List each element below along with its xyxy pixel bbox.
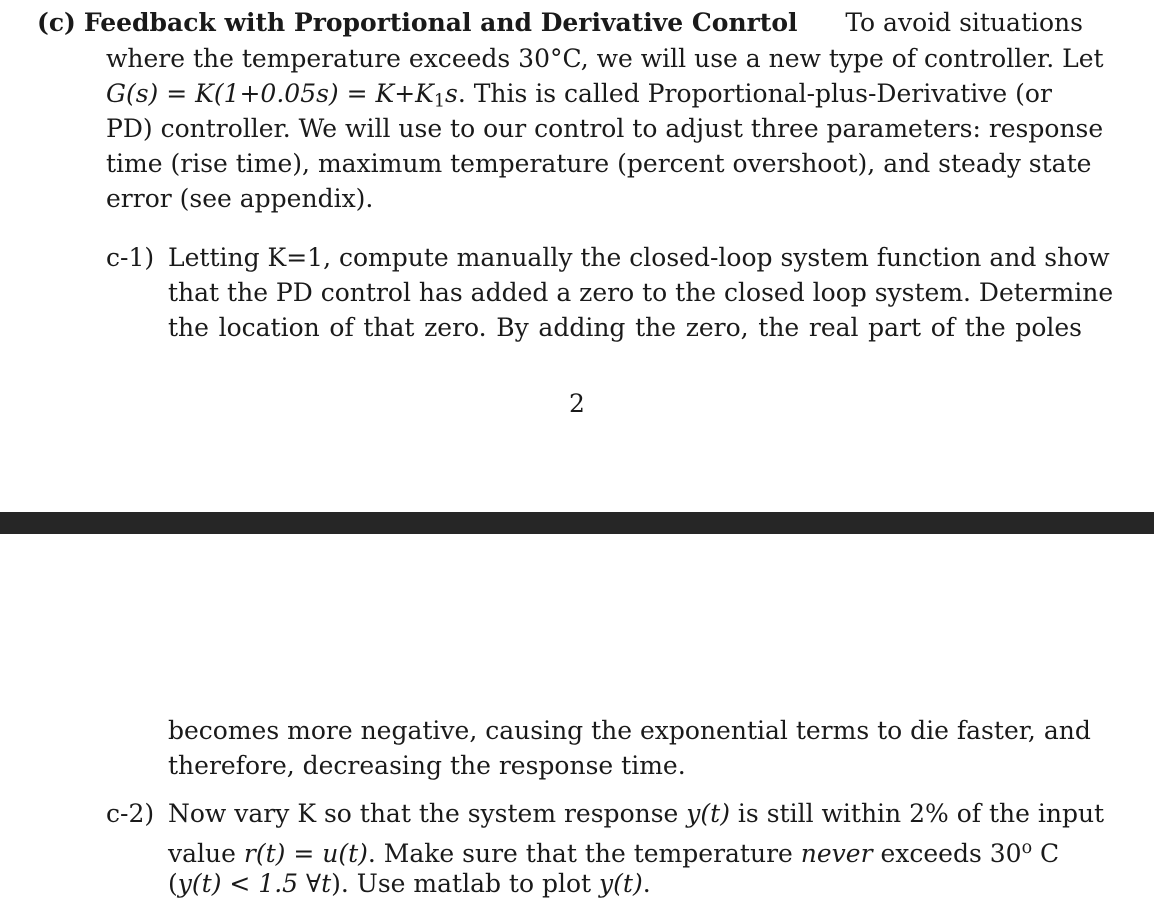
item-c1-line1: Letting K=1, compute manually the closed-loop system function and show xyxy=(168,243,1110,272)
input-formula: r(t) = u(t) xyxy=(243,838,368,868)
section-c-text-line3 xyxy=(106,76,1082,111)
item-c2-line1-text-b: is still within 2% of the input xyxy=(729,799,1105,828)
item-c2-line2-text-a: value xyxy=(168,838,244,868)
item-c1-label: c-1) xyxy=(106,243,155,272)
section-c-heading-line xyxy=(37,5,1083,40)
section-c-text-line6: error (see appendix). xyxy=(106,184,374,213)
item-c1-line4: becomes more negative, causing the exponential terms to die faster, and xyxy=(168,716,1091,745)
item-c1-line2: that the PD control has added a zero to the closed loop system. Determine xyxy=(168,278,1114,307)
page-break-divider xyxy=(0,512,1154,534)
formula-subscript: 1 xyxy=(433,91,445,112)
section-c-text-line2: where the temperature exceeds 30°C, we will use a new type of controller. Let xyxy=(106,44,1104,73)
section-label: (c) xyxy=(37,8,76,37)
item-c1-line3: the location of that zero. By adding the zero, the real part of the poles xyxy=(168,313,1082,342)
formula-variable: s xyxy=(444,79,458,108)
item-c2-line3-text-b: ). Use matlab to plot xyxy=(331,869,600,898)
item-c2-line2-text-c: exceeds 30 xyxy=(872,838,1022,868)
item-c2-line2-text-d: C xyxy=(1032,838,1060,868)
item-c2-line2-text-b: . Make sure that the temperature xyxy=(367,838,801,868)
section-c-text-line4: PD) controller. We will use to our control to adjust three parameters: response xyxy=(106,114,1104,143)
section-c-text-line3-rest: . This is called Proportional-plus-Derivative (or xyxy=(457,79,1052,108)
emphasis-never: never xyxy=(800,838,873,868)
constraint-formula: y(t) < 1.5 ∀t xyxy=(177,869,332,898)
pd-controller-formula: G(s) = K(1+0.05s) = K+K xyxy=(106,79,434,108)
response-variable: y(t) xyxy=(686,799,730,828)
section-c-text-line5: time (rise time), maximum temperature (percent overshoot), and steady state xyxy=(106,149,1092,178)
item-c1-line5: therefore, decreasing the response time. xyxy=(168,751,686,780)
plot-variable: y(t) xyxy=(599,869,643,898)
page-number: 2 xyxy=(569,389,585,418)
item-c2-line1 xyxy=(168,796,1105,831)
item-c2-line3-text-c: . xyxy=(642,869,651,898)
item-c2-line3-text-a: ( xyxy=(168,869,178,898)
item-c2-line3 xyxy=(168,866,651,901)
item-c2-line2 xyxy=(168,831,1082,866)
item-c2-label: c-2) xyxy=(106,799,155,828)
document-page-bottom xyxy=(0,534,1154,916)
section-heading: Feedback with Proportional and Derivative Conrtol xyxy=(83,8,798,37)
item-c2-line1-text-a: Now vary K so that the system response xyxy=(168,799,687,828)
degree-superscript: o xyxy=(1021,838,1033,858)
section-c-text-line1: To avoid situations xyxy=(845,8,1083,37)
